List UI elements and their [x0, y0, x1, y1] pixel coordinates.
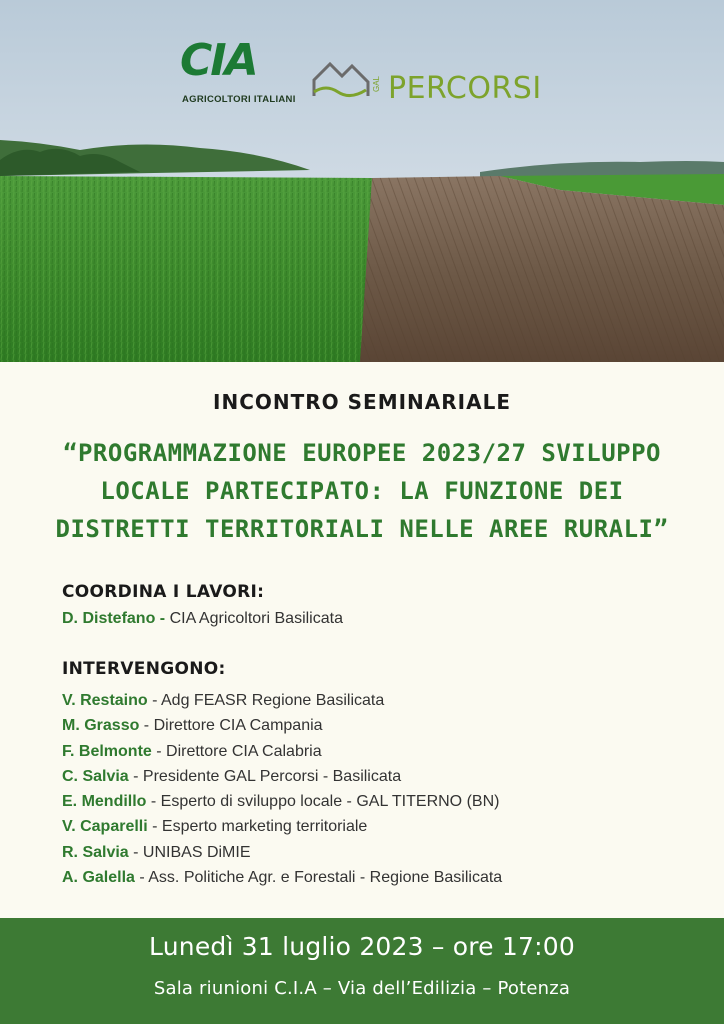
- event-title-line: “PROGRAMMAZIONE EUROPEE 2023/27 SVILUPPO: [63, 439, 661, 467]
- speaker-role: - Esperto marketing territoriale: [147, 818, 368, 836]
- event-title-line: DISTRETTI TERRITORIALI NELLE AREE RURALI”: [55, 515, 669, 543]
- speaker-role: - Direttore CIA Calabria: [151, 742, 322, 760]
- speaker-name: C. Salvia: [62, 767, 129, 785]
- speaker-role: - Esperto di sviluppo locale - GAL TITERNO (BN): [146, 793, 500, 811]
- speaker-item: [62, 764, 502, 789]
- speaker-role: - UNIBAS DiMIE: [128, 843, 251, 861]
- gal-label: GAL: [372, 76, 381, 93]
- speaker-name: A. Galella: [62, 869, 135, 887]
- speaker-item: [62, 865, 502, 890]
- gal-logo-name: PERCORSI: [388, 71, 542, 106]
- coordinator-name: D. Distefano: [62, 610, 156, 627]
- hero-image: [0, 0, 724, 362]
- event-type: INCONTRO SEMINARIALE: [213, 390, 511, 414]
- event-location: Sala riunioni C.I.A – Via dell’Edilizia – Potenza: [153, 978, 571, 999]
- logo-bar: [0, 36, 724, 116]
- speaker-item: [62, 814, 502, 839]
- speaker-role: - Ass. Politiche Agr. e Forestali - Regione Basilicata: [134, 869, 503, 887]
- gal-percorsi-logo: [312, 56, 562, 112]
- speaker-role: - Presidente GAL Percorsi - Basilicata: [128, 767, 402, 785]
- speaker-name: F. Belmonte: [62, 742, 152, 760]
- speaker-name: R. Salvia: [62, 843, 129, 861]
- speaker-item: [62, 688, 502, 713]
- speaker-name: M. Grasso: [62, 717, 140, 735]
- event-title-line: LOCALE PARTECIPATO: LA FUNZIONE DEI: [100, 477, 624, 505]
- speaker-item: [62, 739, 502, 764]
- coordination-title: COORDINA I LAVORI:: [62, 582, 265, 602]
- coordinator-separator: -: [155, 610, 170, 627]
- speaker-item: [62, 713, 502, 738]
- event-title: [40, 434, 684, 548]
- speaker-role: - Adg FEASR Regione Basilicata: [147, 692, 385, 709]
- speaker-item: [62, 789, 502, 814]
- coordinator: [62, 610, 343, 628]
- cia-logo: [180, 35, 296, 110]
- speaker-name: V. Caparelli: [62, 818, 148, 836]
- cia-logo-subtitle: AGRICOLTORI ITALIANI: [182, 94, 296, 105]
- event-details: [0, 362, 724, 918]
- speakers-list: [62, 688, 502, 890]
- speakers-title: INTERVENGONO:: [62, 659, 226, 679]
- speaker-item: [62, 840, 502, 865]
- event-date: Lunedì 31 luglio 2023 – ore 17:00: [149, 932, 575, 961]
- coordinator-role: CIA Agricoltori Basilicata: [169, 610, 343, 627]
- footer-banner: [0, 918, 724, 1024]
- speaker-name: V. Restaino: [62, 692, 148, 709]
- speaker-role: - Direttore CIA Campania: [139, 717, 323, 735]
- speaker-name: E. Mendillo: [62, 793, 147, 811]
- cia-logo-mark: CIA: [180, 35, 257, 86]
